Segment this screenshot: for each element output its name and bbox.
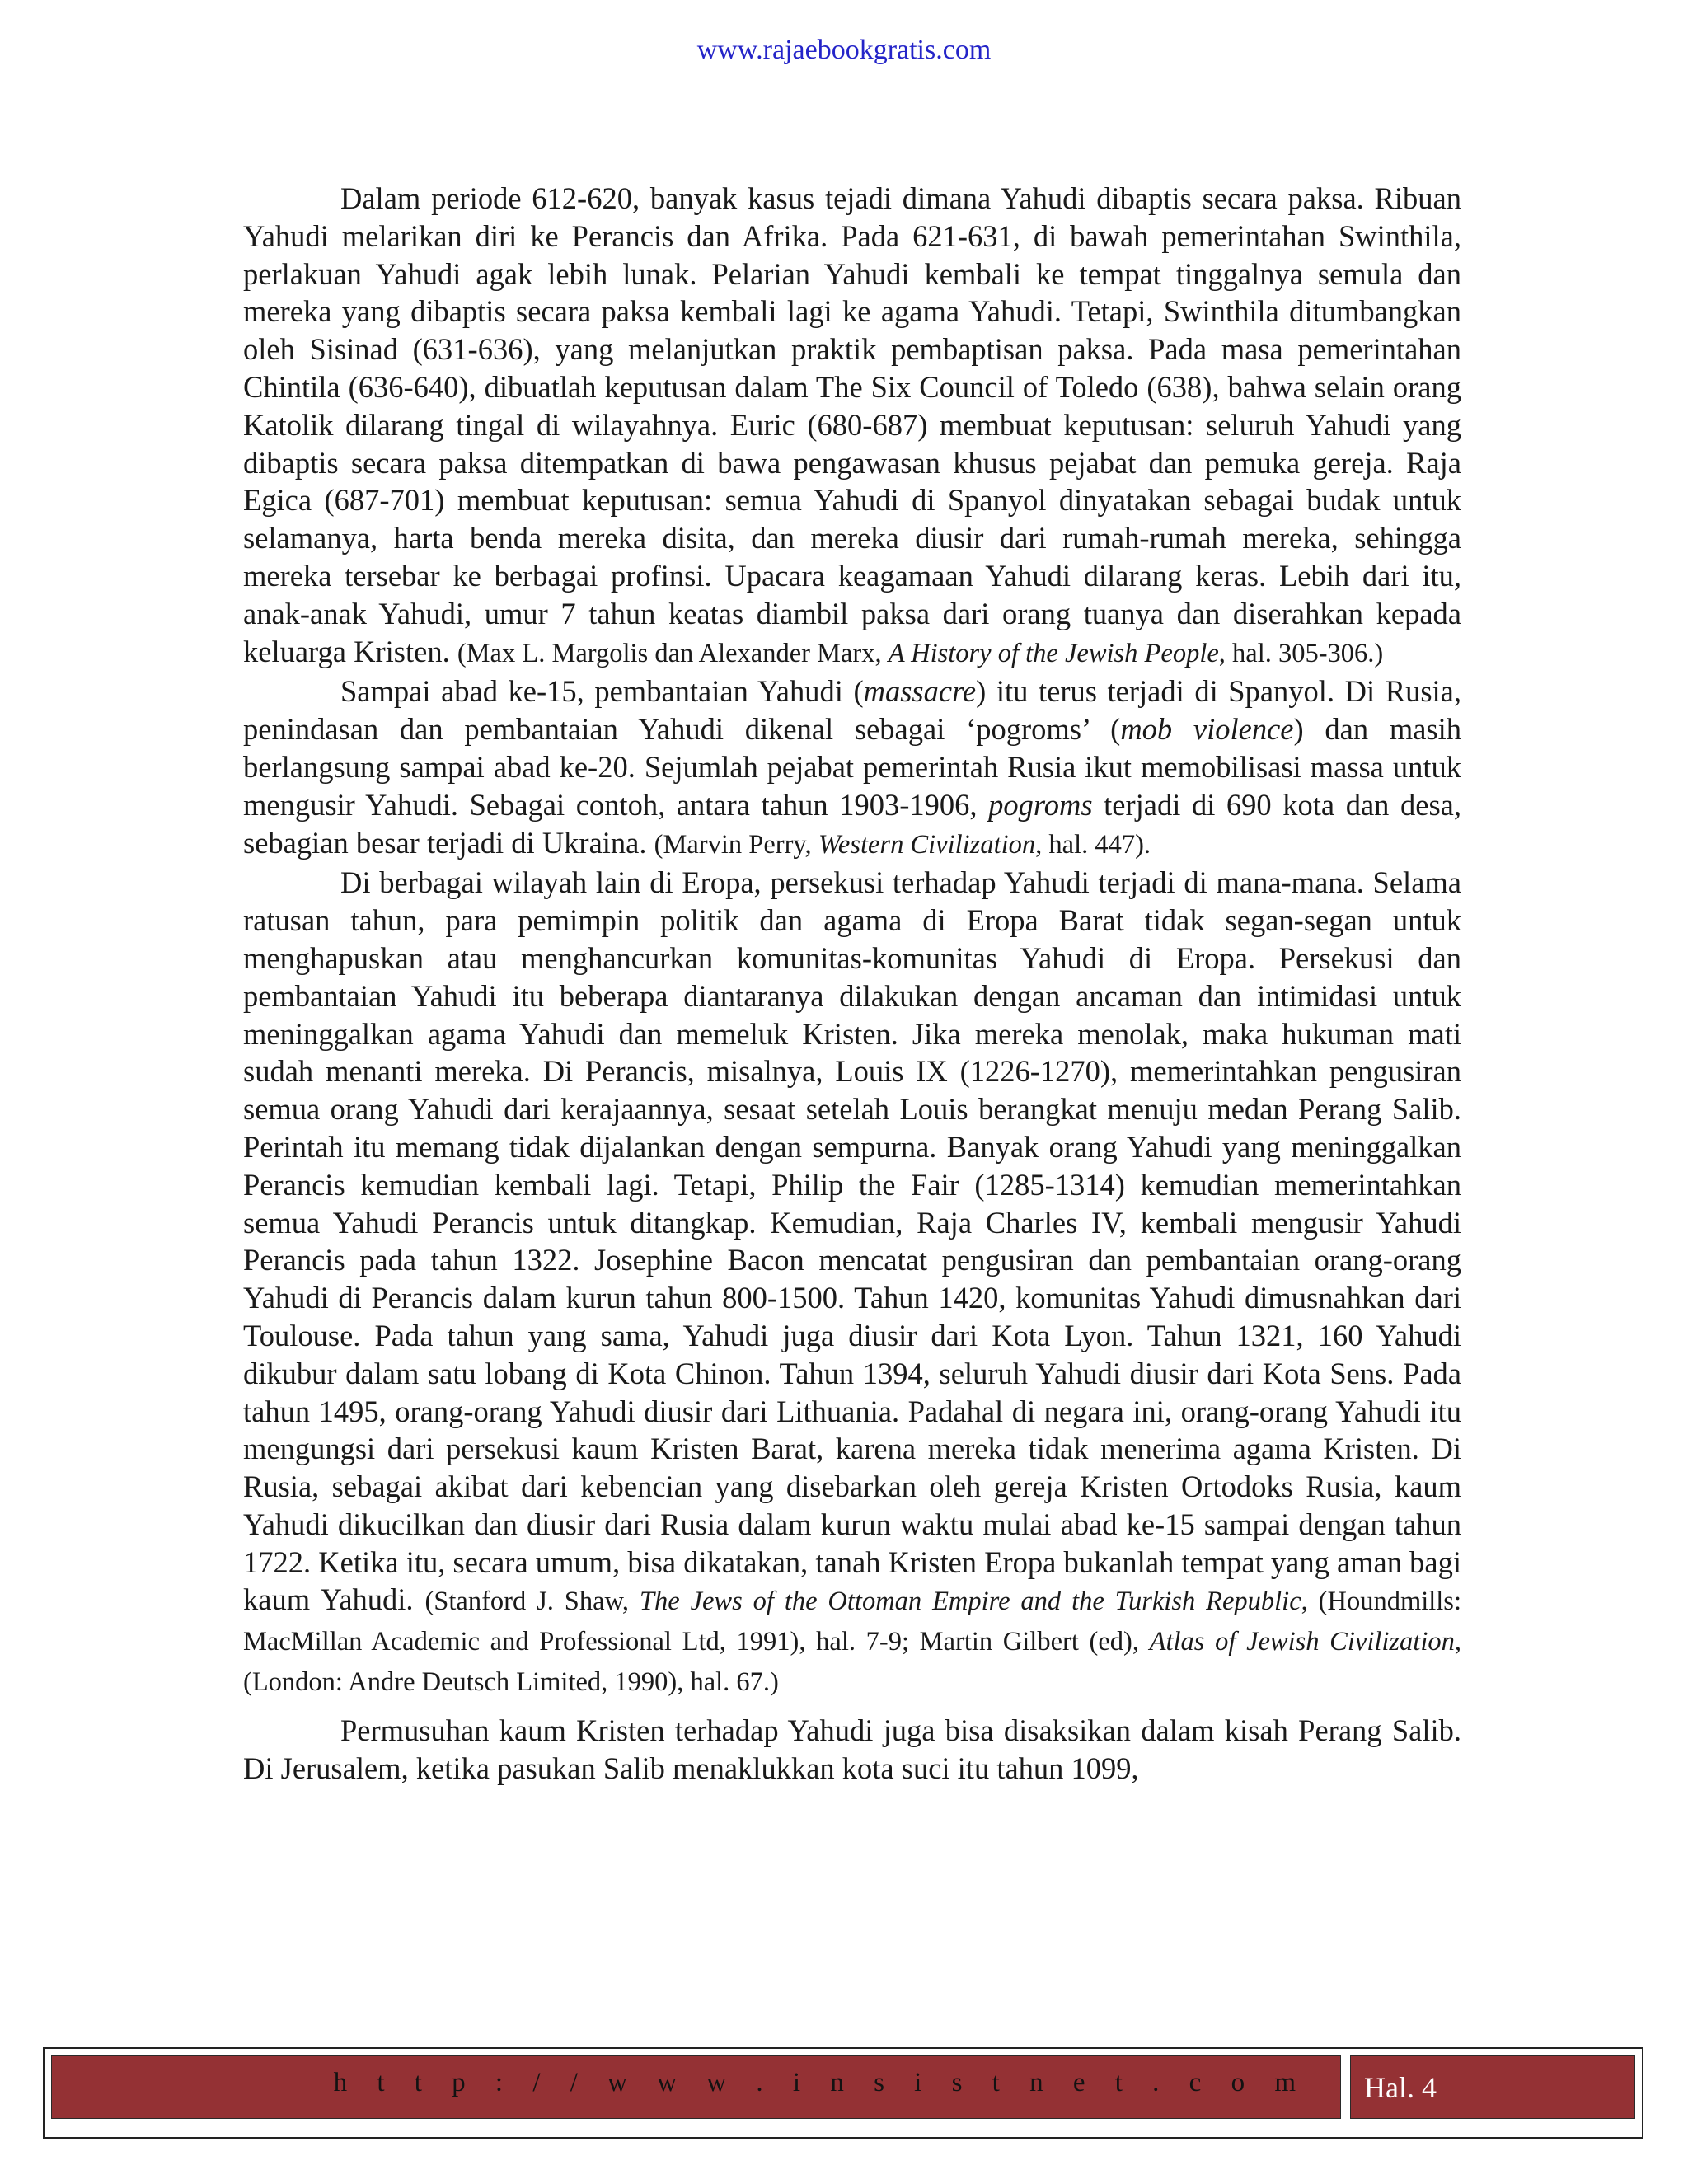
citation-3-title-1: The Jews of the Ottoman Empire and the Turkish Republic: [639, 1586, 1301, 1617]
paragraph-2-text-b: ) itu terus terjadi di Spanyol. Di Rusia, penindasan dan pembantaian Yahudi dikenal sebagai ‘pogroms’ (: [243, 674, 1462, 747]
citation-1-post: , hal. 305-306.): [1218, 638, 1384, 668]
document-body: [243, 180, 1461, 1787]
citation-3-title-2: Atlas of Jewish Civilization,: [1149, 1627, 1461, 1657]
paragraph-4: [243, 1712, 1461, 1788]
citation-1-title: A History of the Jewish People: [888, 638, 1219, 668]
paragraph-4-text: Permusuhan kaum Kristen terhadap Yahudi juga bisa disaksikan dalam kisah Perang Salib. Di Jerusalem, ketika pasukan Salib menaklukkan kota suci itu tahun 1099,: [243, 1713, 1461, 1785]
footer-url-bar: [51, 2055, 1341, 2119]
page-number: Hal. 4: [1364, 2070, 1437, 2104]
citation-3-pre: (Stanford J. Shaw,: [424, 1586, 640, 1617]
paragraph-2-em-mob-violence: mob violence: [1120, 712, 1294, 747]
citation-3-post: (London: Andre Deutsch Limited, 1990), hal. 67.): [243, 1667, 779, 1698]
citation-3: [243, 1586, 1461, 1697]
citation-2-title: Western Civilization: [818, 829, 1036, 860]
paragraph-2-text-a: Sampai abad ke-15, pembantaian Yahudi (: [340, 674, 864, 709]
page-number-box: [1350, 2055, 1635, 2119]
citation-2-post: , hal. 447).: [1035, 829, 1151, 860]
citation-2: [654, 830, 1151, 860]
footer-site-link[interactable]: h t t p : / / w w w . i n s i s t n e t . c o m: [333, 2068, 1307, 2097]
paragraph-3-text: Di berbagai wilayah lain di Eropa, persekusi terhadap Yahudi terjadi di mana-mana. Selama ratusan tahun, para pemimpin politik dan agama di Eropa Barat tidak segan-segan untuk menghapuskan atau menghancurkan komunitas-komunitas Yahudi di Eropa. Persekusi dan pembantaian Yahudi itu beberapa diantaranya dilakukan dengan ancaman dan intimidasi untuk meninggalkan agama Yahudi dan memeluk Kristen. Jika mereka menolak, maka hukuman mati sudah menanti mereka. Di Perancis, misalnya, Louis IX (1226-1270), memerintahkan pengusiran semua orang Yahudi dari kerajaannya, sesaat setelah Louis berangkat menuju medan Perang Salib. Perintah itu memang tidak dijalankan dengan sempurna. Banyak orang Yahudi yang meninggalkan Perancis kemudian kembali lagi. Tetapi, Philip the Fair (1285-1314) kemudian memerintahkan semua Yahudi Perancis untuk ditangkap. Kemudian, Raja Charles IV, kembali mengusir Yahudi Perancis pada tahun 1322. Josephine Bacon mencatat pengusiran dan pembantaian orang-orang Yahudi di Perancis dalam kurun tahun 800-1500. Tahun 1420, komunitas Yahudi dimusnahkan dari Toulouse. Pada tahun yang sama, Yahudi juga diusir dari Kota Lyon. Tahun 1321, 160 Yahudi dikubur dalam satu lobang di Kota Chinon. Tahun 1394, seluruh Yahudi diusir dari Kota Sens. Pada tahun 1495, orang-orang Yahudi diusir dari Lithuania. Padahal di negara ini, orang-orang Yahudi itu mengungsi dari persekusi kaum Kristen Barat, karena mereka tidak menerima agama Kristen. Di Rusia, sebagai akibat dari kebencian yang disebarkan oleh gereja Kristen Ortodoks Rusia, kaum Yahudi dikucilkan dan diusir dari Rusia dalam kurun waktu mulai abad ke-15 sampai dengan tahun 1722. Ketika itu, secara umum, bisa dikatakan, tanah Kristen Eropa bukanlah tempat yang aman bagi kaum Yahudi.: [243, 865, 1461, 1617]
paragraph-1: [243, 180, 1461, 673]
paragraph-1-text: Dalam periode 612-620, banyak kasus tejadi dimana Yahudi dibaptis secara paksa. Ribuan Yahudi melarikan diri ke Perancis dan Afrika. Pada 621-631, di bawah pemerintahan Swinthila, perlakuan Yahudi agak lebih lunak. Pelarian Yahudi kembali ke tempat tinggalnya semula dan mereka yang dibaptis secara paksa kembali lagi ke agama Yahudi. Tetapi, Swinthila ditumbangkan oleh Sisinad (631-636), yang melanjutkan praktik pembaptisan paksa. Pada masa pemerintahan Chintila (636-640), dibuatlah keputusan dalam The Six Council of Toledo (638), bahwa selain orang Katolik dilarang tingal di wilayahnya. Euric (680-687) membuat keputusan: seluruh Yahudi yang dibaptis secara paksa ditempatkan di bawa pengawasan khusus pejabat dan pemuka gereja. Raja Egica (687-701) membuat keputusan: semua Yahudi di Spanyol dinyatakan sebagai budak untuk selamanya, harta benda mereka disita, dan mereka diusir dari rumah-rumah mereka, sehingga mereka tersebar ke berbagai profinsi. Upacara keagamaan Yahudi dilarang keras. Lebih dari itu, anak-anak Yahudi, umur 7 tahun keatas diambil paksa dari orang tuanya dan diserahkan kepada keluarga Kristen.: [243, 181, 1461, 668]
paragraph-2-em-massacre: massacre: [863, 674, 977, 709]
citation-1-pre: (Max L. Margolis dan Alexander Marx,: [457, 638, 889, 668]
paragraph-2-text-d: terjadi di 690 kota dan desa, sebagian besar terjadi di Ukraina.: [243, 787, 1461, 860]
paragraph-2-em-pogroms: pogroms: [988, 787, 1093, 822]
citation-1: [457, 639, 1383, 668]
paragraph-3: [243, 864, 1461, 1702]
paragraph-2: [243, 673, 1461, 864]
header-site-link[interactable]: www.rajaebookgratis.com: [696, 35, 992, 65]
citation-2-pre: (Marvin Perry,: [654, 829, 818, 860]
citation-3-mid: , (Houndmills: MacMillan Academic and Professional Ltd, 1991), hal. 7-9; Martin Gilbert (ed),: [243, 1586, 1461, 1657]
paragraph-2-text-c: ) dan masih berlangsung sampai abad ke-20. Sejumlah pejabat pemerintah Rusia ikut memobilisasi massa untuk mengusir Yahudi. Sebagai contoh, antara tahun 1903-1906,: [243, 712, 1462, 822]
